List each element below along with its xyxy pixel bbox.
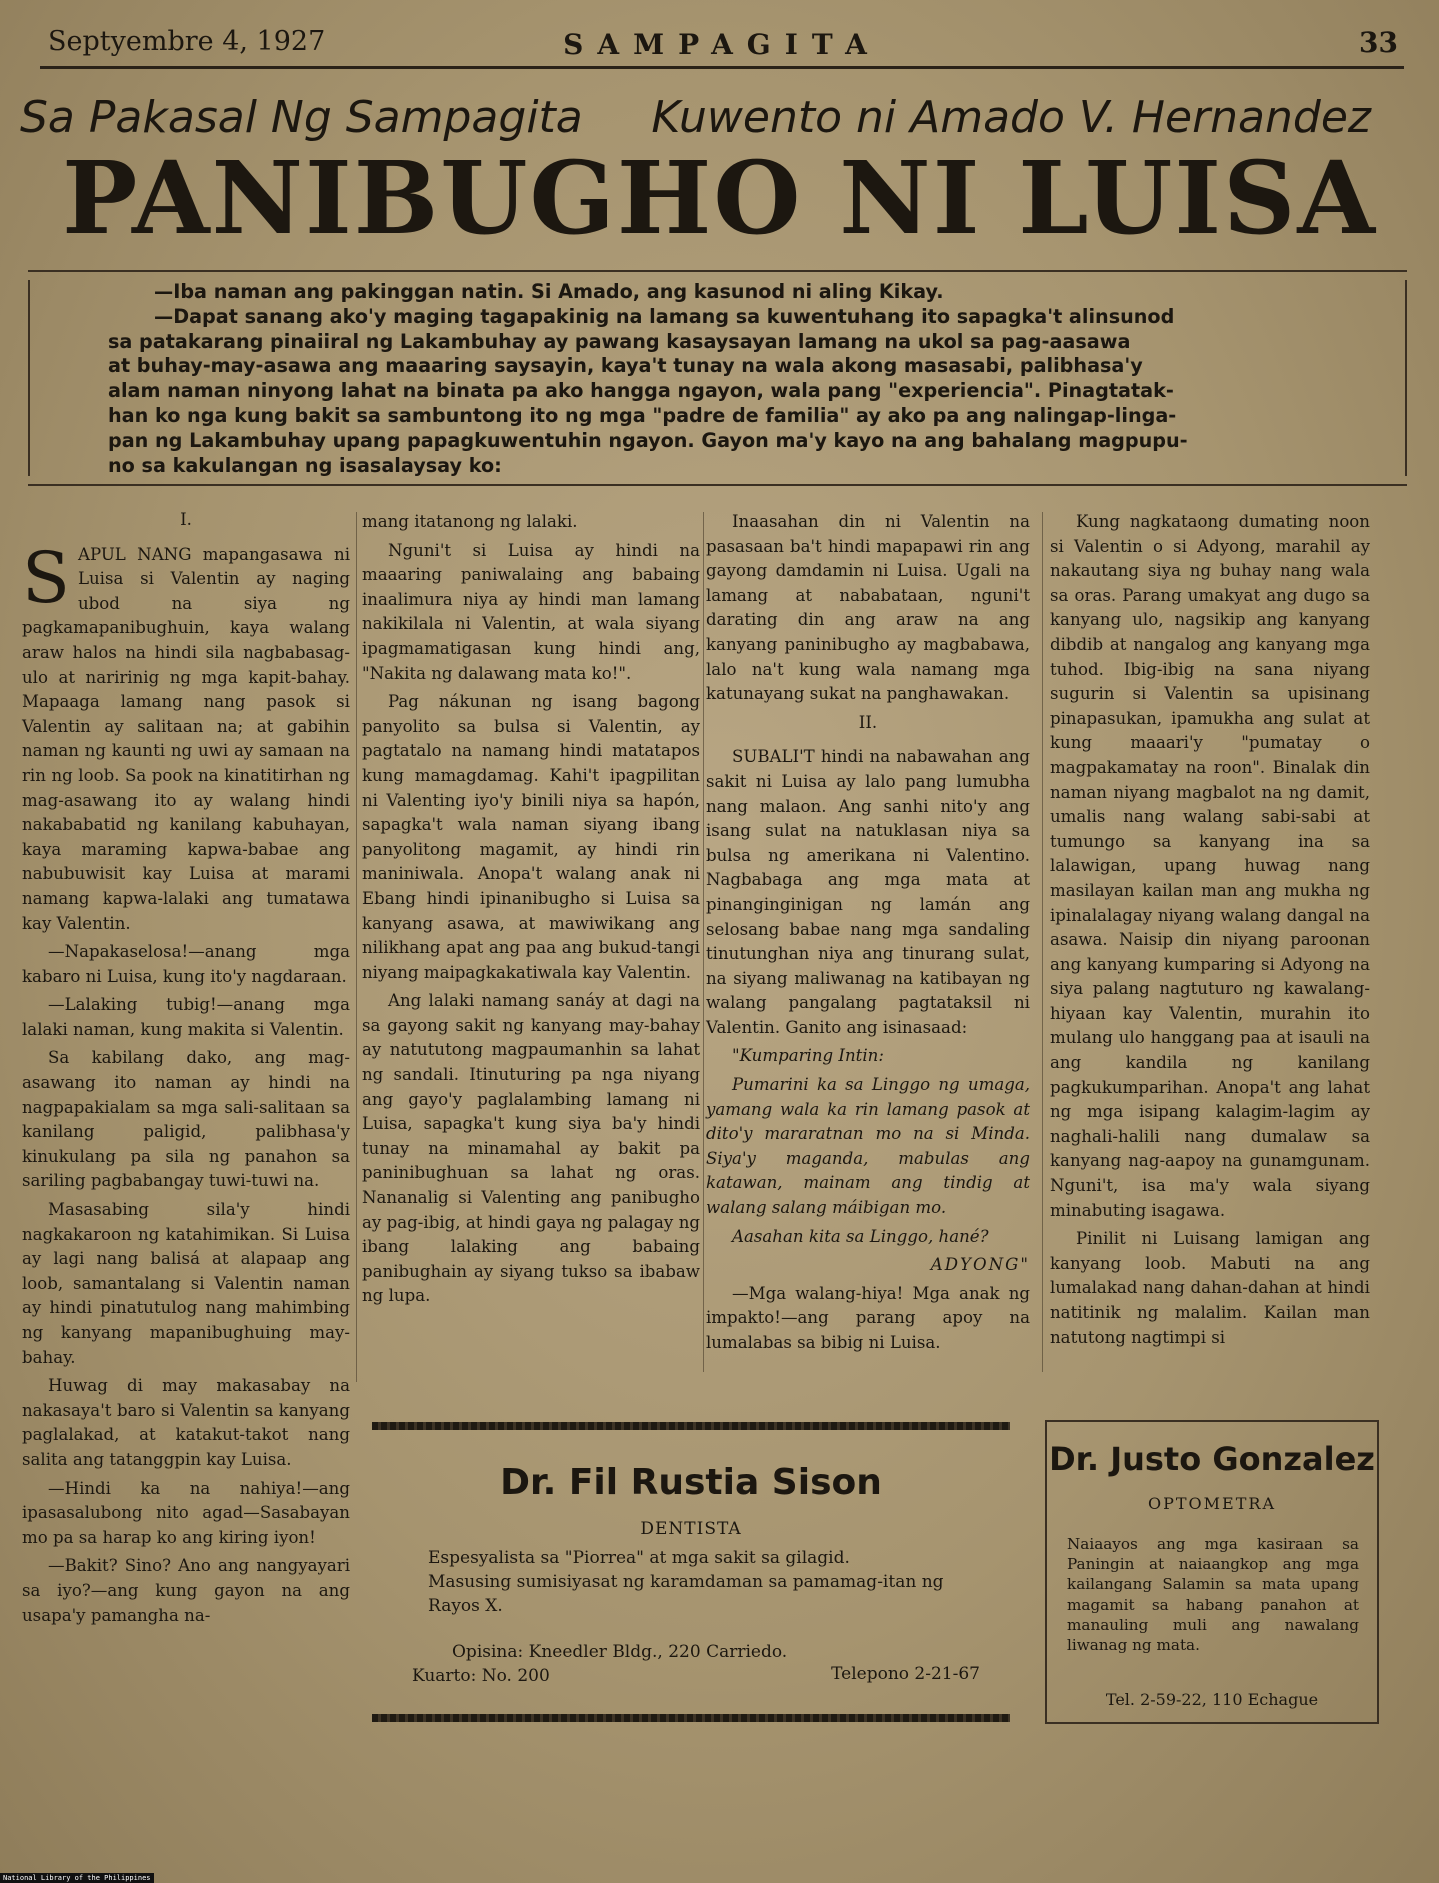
series-title: Sa Pakasal Ng Sampagita: [20, 92, 583, 143]
intro-rule-left: [28, 280, 30, 476]
paragraph: Inaasahan din ni Valentin na pasasaan ba't hindi mapapawi rin ang gayong damdamin ni Luisa. Ugali na lamang at nababataan, nguni't darating din ang araw na ang kanyang paninibugho ay magbabawa, lalo na't kung wala namang mga katunayang sukat na panghawakan.: [706, 512, 1030, 704]
intro-box: [28, 270, 1407, 486]
paragraph: Masasabing sila'y hindi nagkakaroon ng katahimikan. Si Luisa ay lagi nang balisá at alapaap ang loob, samantalang si Valentin naman ay hindi pinatutulog nang mahimbing ng kanyang mapanibughuing may-bahay.: [22, 1200, 350, 1367]
dentist-line: Masusing sumisiyasat ng karamdaman sa pamamag-itan ng Rayos X.: [428, 1572, 944, 1616]
letter-signature: ADYONG": [930, 1255, 1030, 1275]
paragraph: SUBALI'T hindi na nabawahan ang sakit ni Luisa ay lalo pang lumubha nang malaon. Ang sanhi nito'y ang isang sulat na natuklasan niya sa bulsa ng amerikana ni Valentino. Nagbabaga ang mga mata at pinanginginigan ng lamán ang selosang babae nang mga sandaling tinutunghan niya ang tinurang sulat, na siyang maliwanag na katibayan ng walang pangalang pagtataksil ni Valentin. Ganito ang isinasaad:: [706, 747, 1030, 1037]
intro-line: —Dapat sanang ako'y maging tagapakinig na lamang sa kuwentuhang ito sapagka't alinsunod: [154, 304, 1175, 328]
intro-line: no sa kakulangan ng isasalaysay ko:: [108, 453, 502, 477]
column-4: [1050, 510, 1370, 1354]
intro-line: alam naman ninyong lahat na binata pa ako hangga ngayon, wala pang "experiencia". Pinagtatak-: [108, 379, 1174, 403]
dentist-phone: Telepono 2-21-67: [831, 1664, 980, 1684]
column-1: [22, 508, 350, 1632]
column-3: [706, 510, 1030, 1360]
column-divider: [1042, 512, 1043, 1372]
optometrist-advertisement: [1045, 1420, 1379, 1724]
column-divider: [703, 512, 704, 1372]
optometrist-role: OPTOMETRA: [1147, 1494, 1276, 1513]
letter-body: Pumarini ka sa Linggo ng umaga, yamang wala ka rin lamang pasok at dito'y mararatnan mo na si Minda. Siya'y maganda, mabulas ang katawan, mainam ang tindig at walang salang máibigan mo.: [706, 1075, 1030, 1218]
paragraph: [22, 536, 350, 937]
ad-rule-top: [372, 1422, 1010, 1430]
intro-line: —Iba naman ang pakinggan natin. Si Amado, ang kasunod ni aling Kikay.: [154, 280, 944, 303]
section-heading: I.: [180, 510, 192, 529]
paragraph: —Napakaselosa!—anang mga kabaro ni Luisa, kung ito'y nagdaraan.: [22, 942, 350, 986]
office-address: Opisina: Kneedler Bldg., 220 Carriedo.: [452, 1642, 788, 1662]
intro-line: at buhay-may-asawa ang maaaring saysayin, kaya't tunay na wala akong masasabi, palibhasa'y: [108, 354, 1143, 378]
paragraph: Sa kabilang dako, ang mag-asawang ito naman ay hindi na nagpapakialam sa mga sali-salitaan sa kanilang paligid, palibhasa'y kinukulang pa sila ng panahon sa sariling pagbabangay tuwi-tuwi na.: [22, 1048, 350, 1191]
section-heading: II.: [858, 712, 878, 732]
scan-credit: National Library of the Philippines: [0, 1873, 154, 1883]
paragraph: mang itatanong ng lalaki.: [362, 512, 578, 531]
column-divider: [356, 512, 357, 1382]
dentist-description: [400, 1546, 980, 1618]
paragraph: —Bakit? Sino? Ano ang nangyayari sa iyo?—ang kung gayon na ang usapa'y pamangha na-: [22, 1556, 350, 1625]
optometrist-name: Dr. Justo Gonzalez: [1049, 1440, 1375, 1478]
letter-closing: Aasahan kita sa Linggo, hané?: [732, 1226, 989, 1246]
paragraph: Pinilit ni Luisang lamigan ang kanyang loob. Mabuti na ang lumalakad nang dahan-dahan at hindi natitinik ng malalim. Kailan man natutong nagtimpi si: [1050, 1229, 1370, 1347]
page-header: [40, 26, 1404, 69]
paragraph: Pag nákunan ng isang bagong panyolito sa bulsa si Valentin, ay pagtatalo na namang hindi matatapos kung mamagdamag. Kahi't ipagpilitan ni Valenting iyo'y binili niya sa hapón, sapagka't wala naman siyang ibang panyolitong magamit, ay hindi rin maniniwala. Anopa't walang anak ni Ebang hindi ipinanibugho si Luisa sa kanyang asawa, at mawiwikang ang nilikhang apat ang paa ang bukud-tangi niyang maipagkakatiwala kay Valentin.: [362, 692, 700, 982]
page-number: 33: [1359, 26, 1398, 59]
optometrist-description: Naiaayos ang mga kasiraan sa Paningin at naiaangkop ang mga kailangang Salamin sa mata upang magamit sa habang panahon at manauling muli ang nawalang liwanag ng mata.: [1067, 1535, 1359, 1655]
intro-line: sa patakarang pinaiiral ng Lakambuhay ay pawang kasaysayan lamang na ukol sa pag-aasawa: [108, 329, 1131, 353]
paragraph: Ang lalaki namang sanáy at dagi na sa gayong sakit ng kanyang may-bahay ay natututong magpaumanhin sa lahat ng sandali. Itinuturing pa nga niyang ang gayo'y paglalambing lamang ni Luisa, sapagka't kung siya ba'y hindi tunay na minamahal ay bakit pa paninibughuan sa lahat ng oras. Nananalig si Valenting ang panibugho ay pag-ibig, at hindi gaya ng palagay ng ibang lalaking ang babaing panibughain ay siyang tukso sa ibabaw ng lupa.: [362, 991, 700, 1306]
office-room: Kuarto: No. 200: [412, 1666, 550, 1686]
ad-rule-bottom: [372, 1714, 1010, 1722]
issue-date: Septyembre 4, 1927: [48, 26, 326, 57]
dentist-advertisement: [372, 1422, 1010, 1722]
paragraph-text: APUL NANG mapangasawa ni Luisa si Valentin ay naging ubod na siya ng pagkamapanibughuin, kaya walang araw halos na hindi sila nagbabasag-ulo at naririnig ng mga kapit-bahay. Mapaaga lamang nang pasok si Valentin ay salitaan na; at gabihin naman ng kaunti ng uwi ay samaan na rin ng loob. Sa pook na kinatitirhan ng mag-asawang ito ay walang hindi nakababatid ng kanilang kabuhayan, kaya maraming kapwa-babae ang nabubuwisit kay Luisa at marami namang kapwa-lalaki ang tumatawa kay Valentin.: [22, 544, 350, 933]
dentist-name: Dr. Fil Rustia Sison: [500, 1462, 882, 1503]
paragraph: Kung nagkataong dumating noon si Valentin o si Adyong, marahil ay nakautang siya ng buhay nang wala sa oras. Parang umakyat ang dugo sa kanyang ulo, nagsikip ang kanyang dibdib at nangalog ang kanyang mga tuhod. Ibig-ibig na sana niyang sugurin si Valentin sa upisinang pinapasukan, ipamukha ang sulat at kung maaari'y "pumatay o magpakamatay na roon". Binalak din naman niyang magbalot na ng damit, umalis nang walang sabi-sabi at tumungo sa kanyang ina sa lalawigan, upang huwag nang masilayan kailan man ang mukha ng ipinalalagay niyang walang dangal na asawa. Naisip din niyang paroonan ang kanyang kumparing si Adyong na siya palang nagtuturo ng kawalang-hiyaan kay Valentin, murahin ito mulang ulo hanggang paa at isauli na ang kandila ng kanilang pagkukumparihan. Anopa't ang lahat ng mga isipang kalagim-lagim ay naghali-halili nang dumalaw sa kanyang nag-aapoy na gunamgunam. Nguni't, isa ma'y wala siyang minabuting isagawa.: [1050, 512, 1370, 1220]
magazine-name: SAMPAGITA: [563, 28, 881, 61]
intro-rule-right: [1405, 280, 1407, 476]
dentist-role: DENTISTA: [640, 1519, 742, 1539]
drop-cap: S: [22, 536, 70, 619]
paragraph: —Hindi ka na nahiya!—ang ipasasalubong nito agad—Sasabayan mo pa sa harap ko ang kiring iyon!: [22, 1478, 350, 1547]
intro-line: pan ng Lakambuhay upang papagkuwentuhin ngayon. Gayon ma'y kayo na ang bahalang magpupu-: [108, 428, 1188, 452]
dentist-office: [412, 1640, 787, 1688]
letter-salutation: "Kumparing Intin:: [732, 1046, 884, 1066]
paragraph: Huwag di may makasabay na nakasaya't baro si Valentin sa kanyang paglalakad, at katakut-takot nang salita ang tatanggpin kay Luisa.: [22, 1376, 350, 1469]
paragraph: —Mga walang-hiya! Mga anak ng impakto!—ang parang apoy na lumalabas sa bibig ni Luisa.: [706, 1283, 1030, 1352]
dentist-line: Espesyalista sa "Piorrea" at mga sakit sa gilagid.: [428, 1548, 850, 1568]
column-2: [362, 510, 700, 1313]
byline: Kuwento ni Amado V. Hernandez: [651, 92, 1371, 143]
paragraph: —Lalaking tubig!—anang mga lalaki naman, kung makita si Valentin.: [22, 995, 350, 1039]
story-title: PANIBUGHO NI LUISA: [62, 139, 1377, 257]
intro-line: han ko nga kung bakit sa sambuntong ito ng mga "padre de familia" ay ako pa ang nalingap-linga-: [108, 403, 1177, 427]
intro-text: [108, 280, 1337, 478]
paragraph: Nguni't si Luisa ay hindi na maaaring paniwalaing ang babaing inaalimura niya ay hindi man lamang nakikilala ni Valentin, at wala siyang ipagmamatigasan kung hindi ang, "Nakita ng dalawang mata ko!".: [362, 540, 700, 683]
optometrist-phone: Tel. 2-59-22, 110 Echague: [1105, 1690, 1319, 1709]
